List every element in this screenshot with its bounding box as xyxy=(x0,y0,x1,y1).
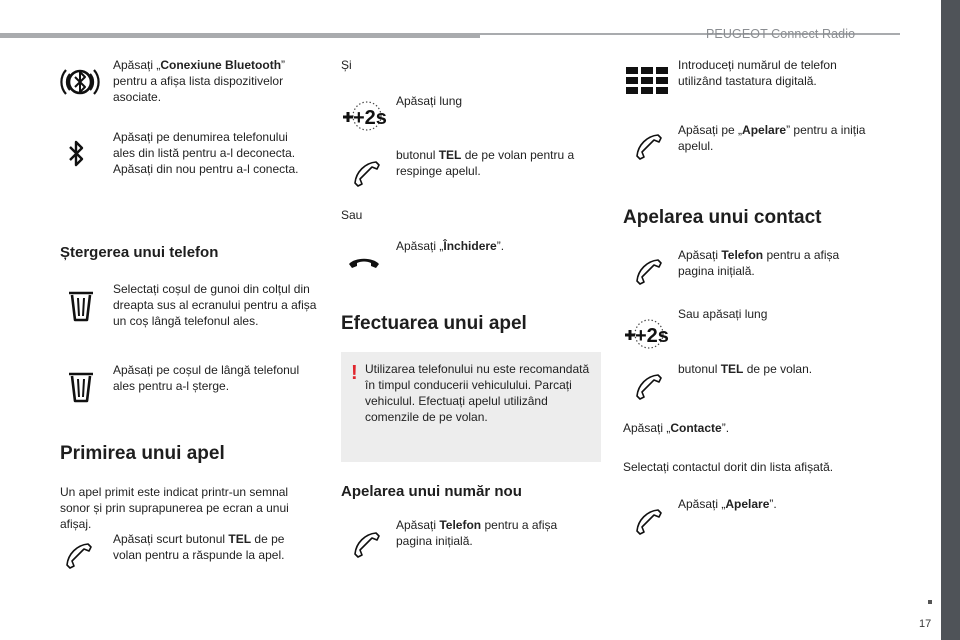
contacts-step: Apăsați „Contacte”. xyxy=(623,421,730,435)
call-step: Apăsați pe „Apelare” pentru a iniția apelul. xyxy=(678,123,866,153)
phone-handset-icon xyxy=(64,541,94,571)
contact-step-2: Sau apăsați lung xyxy=(678,307,768,321)
svg-text:+2s: +2s xyxy=(353,107,387,129)
long-press-2s-icon xyxy=(623,316,669,352)
page-number: 17 xyxy=(919,618,932,630)
keypad-icon xyxy=(626,67,668,95)
page-edge-bar xyxy=(941,0,960,640)
long-press-2s-icon xyxy=(341,98,387,134)
phone-handset-icon xyxy=(634,372,664,402)
long-press-label: Apăsați lung xyxy=(396,94,463,108)
header-rule-dark xyxy=(0,33,480,38)
delete-step-2: Apăsați pe coșul de lângă telefonul ales pentru a-l șterge. xyxy=(113,363,300,393)
continue-marker xyxy=(928,600,932,604)
warning-icon: ! xyxy=(351,362,358,384)
delete-step-1: Selectați coșul de gunoi din colțul din dreapta sus al ecranului pentru a afișa un coș lângă telefonul ales. xyxy=(113,282,317,328)
phone-handset-icon xyxy=(634,257,664,287)
svg-text:+2s: +2s xyxy=(635,325,669,347)
contact-step-3: butonul TEL de pe volan. xyxy=(678,362,813,376)
receive-call-intro: Un apel primit este indicat printr-un semnal sonor și prin suprapunerea pe ecran a unui afișaj. xyxy=(60,485,289,531)
select-contact-step: Selectați contactul dorit din lista afișată. xyxy=(623,460,834,474)
dial-step: Apăsați Telefon pentru a afișa pagina inițială. xyxy=(396,518,558,548)
bt-disconnect-instruction: Apăsați pe denumirea telefonului ales din listă pentru a-l deconecta. Apăsați din nou pentru a-l conecta. xyxy=(113,130,299,176)
bluetooth-waves-icon xyxy=(60,62,100,102)
keypad-step: Introduceți numărul de telefon utilizând tastatura digitală. xyxy=(678,58,837,88)
or-label: Sau xyxy=(341,208,363,222)
dial-number-heading: Apelarea unui număr nou xyxy=(341,483,522,500)
trash-icon xyxy=(68,370,94,404)
call-contact-heading: Apelarea unui contact xyxy=(623,207,822,228)
warning-box xyxy=(341,352,601,462)
phone-handset-icon xyxy=(634,132,664,162)
reject-call-instruction: butonul TEL de pe volan pentru a respinge apelul. xyxy=(396,148,575,178)
trash-icon xyxy=(68,289,94,323)
phone-handset-icon xyxy=(352,159,382,189)
answer-call-instruction: Apăsați scurt butonul TEL de pe volan pentru a răspunde la apel. xyxy=(113,532,285,562)
receive-call-heading: Primirea unui apel xyxy=(60,443,225,464)
hangup-instruction: Apăsați „Închidere”. xyxy=(396,239,505,253)
contact-step-1: Apăsați Telefon pentru a afișa pagina inițială. xyxy=(678,248,840,278)
and-label: Și xyxy=(341,58,352,72)
make-call-heading: Efectuarea unui apel xyxy=(341,313,527,334)
bt-connect-instruction: Apăsați „Conexiune Bluetooth” pentru a afișa lista dispozitivelor asociate. xyxy=(113,58,286,104)
delete-phone-heading: Ștergerea unui telefon xyxy=(60,244,219,261)
final-call-step: Apăsați „Apelare”. xyxy=(678,497,777,511)
warning-text: Utilizarea telefonului nu este recomandată în timpul conducerii vehiculului. Parcați vehiculul. Efectuați apelul utilizând comenzile de pe volan. xyxy=(365,362,590,424)
hang-up-icon xyxy=(347,256,381,270)
header-title: PEUGEOT Connect Radio xyxy=(706,27,856,41)
bluetooth-icon xyxy=(64,137,88,171)
phone-handset-icon xyxy=(634,507,664,537)
phone-handset-icon xyxy=(352,530,382,560)
